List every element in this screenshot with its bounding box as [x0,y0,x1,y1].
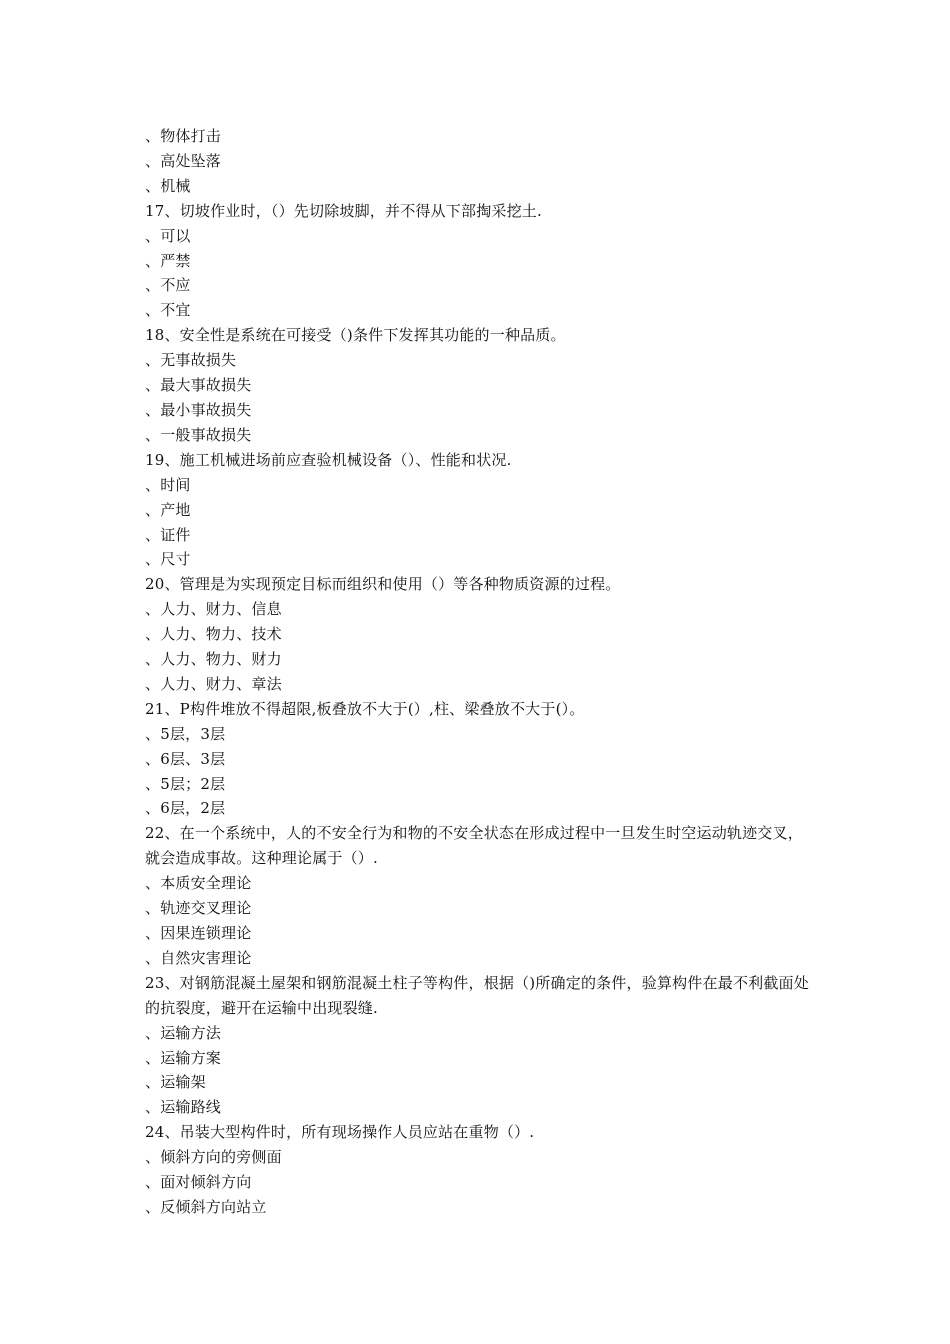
answer-option: 、人力、物力、技术 [145,625,282,644]
question-20: 20、管理是为实现预定目标而组织和使用（）等各种物质资源的过程。 [145,575,621,594]
answer-option: 、自然灾害理论 [145,948,252,967]
answer-option: 、高处坠落 [145,151,222,170]
answer-option: 、6层，2层 [145,799,226,818]
answer-option: 、运输方法 [145,1023,222,1042]
answer-option: 、产地 [145,500,191,519]
answer-option: 、5层，3层 [145,724,226,743]
answer-option: 、不应 [145,276,191,295]
answer-option: 、本质安全理论 [145,874,252,893]
answer-option: 、一般事故损失 [145,425,252,444]
answer-option: 、倾斜方向的旁侧面 [145,1148,282,1167]
answer-option: 、物体打击 [145,127,222,145]
question-21: 21、P构件堆放不得超限,板叠放不大于(）,柱、梁叠放不大于(）。 [145,699,585,718]
answer-option: 、6层、3层 [145,749,226,768]
answer-option: 、不宜 [145,301,191,320]
question-24: 24、吊装大型构件时，所有现场操作人员应站在重物（）. [145,1123,535,1142]
document-body [145,124,815,1220]
answer-option: 、运输路线 [145,1098,222,1117]
answer-option: 、5层；2层 [145,774,226,793]
answer-option: 、人力、财力、信息 [145,600,282,619]
answer-option: 、人力、财力、章法 [145,674,282,693]
answer-option: 、最小事故损失 [145,400,252,419]
answer-option: 、证件 [145,525,191,544]
answer-option: 、运输方案 [145,1048,222,1067]
question-19: 19、施工机械进场前应查验机械设备（）、性能和状况. [145,450,512,469]
answer-option: 、反倾斜方向站立 [145,1197,267,1216]
answer-option: 、可以 [145,226,191,245]
answer-option: 、机械 [145,176,191,195]
answer-option: 、最大事故损失 [145,376,252,395]
answer-option: 、时间 [145,475,191,494]
answer-option: 、严禁 [145,251,191,270]
answer-option: 、面对倾斜方向 [145,1173,252,1192]
question-22: 22、在一个系统中，人的不安全行为和物的不安全状态在形成过程中一旦发生时空运动轨迹交叉，就会造成事故。这种理论属于（）. [145,824,803,868]
answer-option: 、无事故损失 [145,351,237,370]
answer-option: 、运输架 [145,1073,206,1092]
answer-option: 、轨迹交叉理论 [145,899,252,918]
question-18: 18、安全性是系统在可接受（)条件下发挥其功能的一种品质。 [145,326,566,345]
answer-option: 、因果连锁理论 [145,924,252,942]
answer-option: 、人力、物力、财力 [145,650,282,669]
answer-option: 、尺寸 [145,550,191,569]
question-17: 17、切坡作业时，（）先切除坡脚，并不得从下部掏采挖土. [145,201,542,220]
question-23: 23、对钢筋混凝土屋架和钢筋混凝土柱子等构件，根据（)所确定的条件，验算构件在最不利截面处的抗裂度，避开在运输中出现裂缝. [145,973,809,1017]
